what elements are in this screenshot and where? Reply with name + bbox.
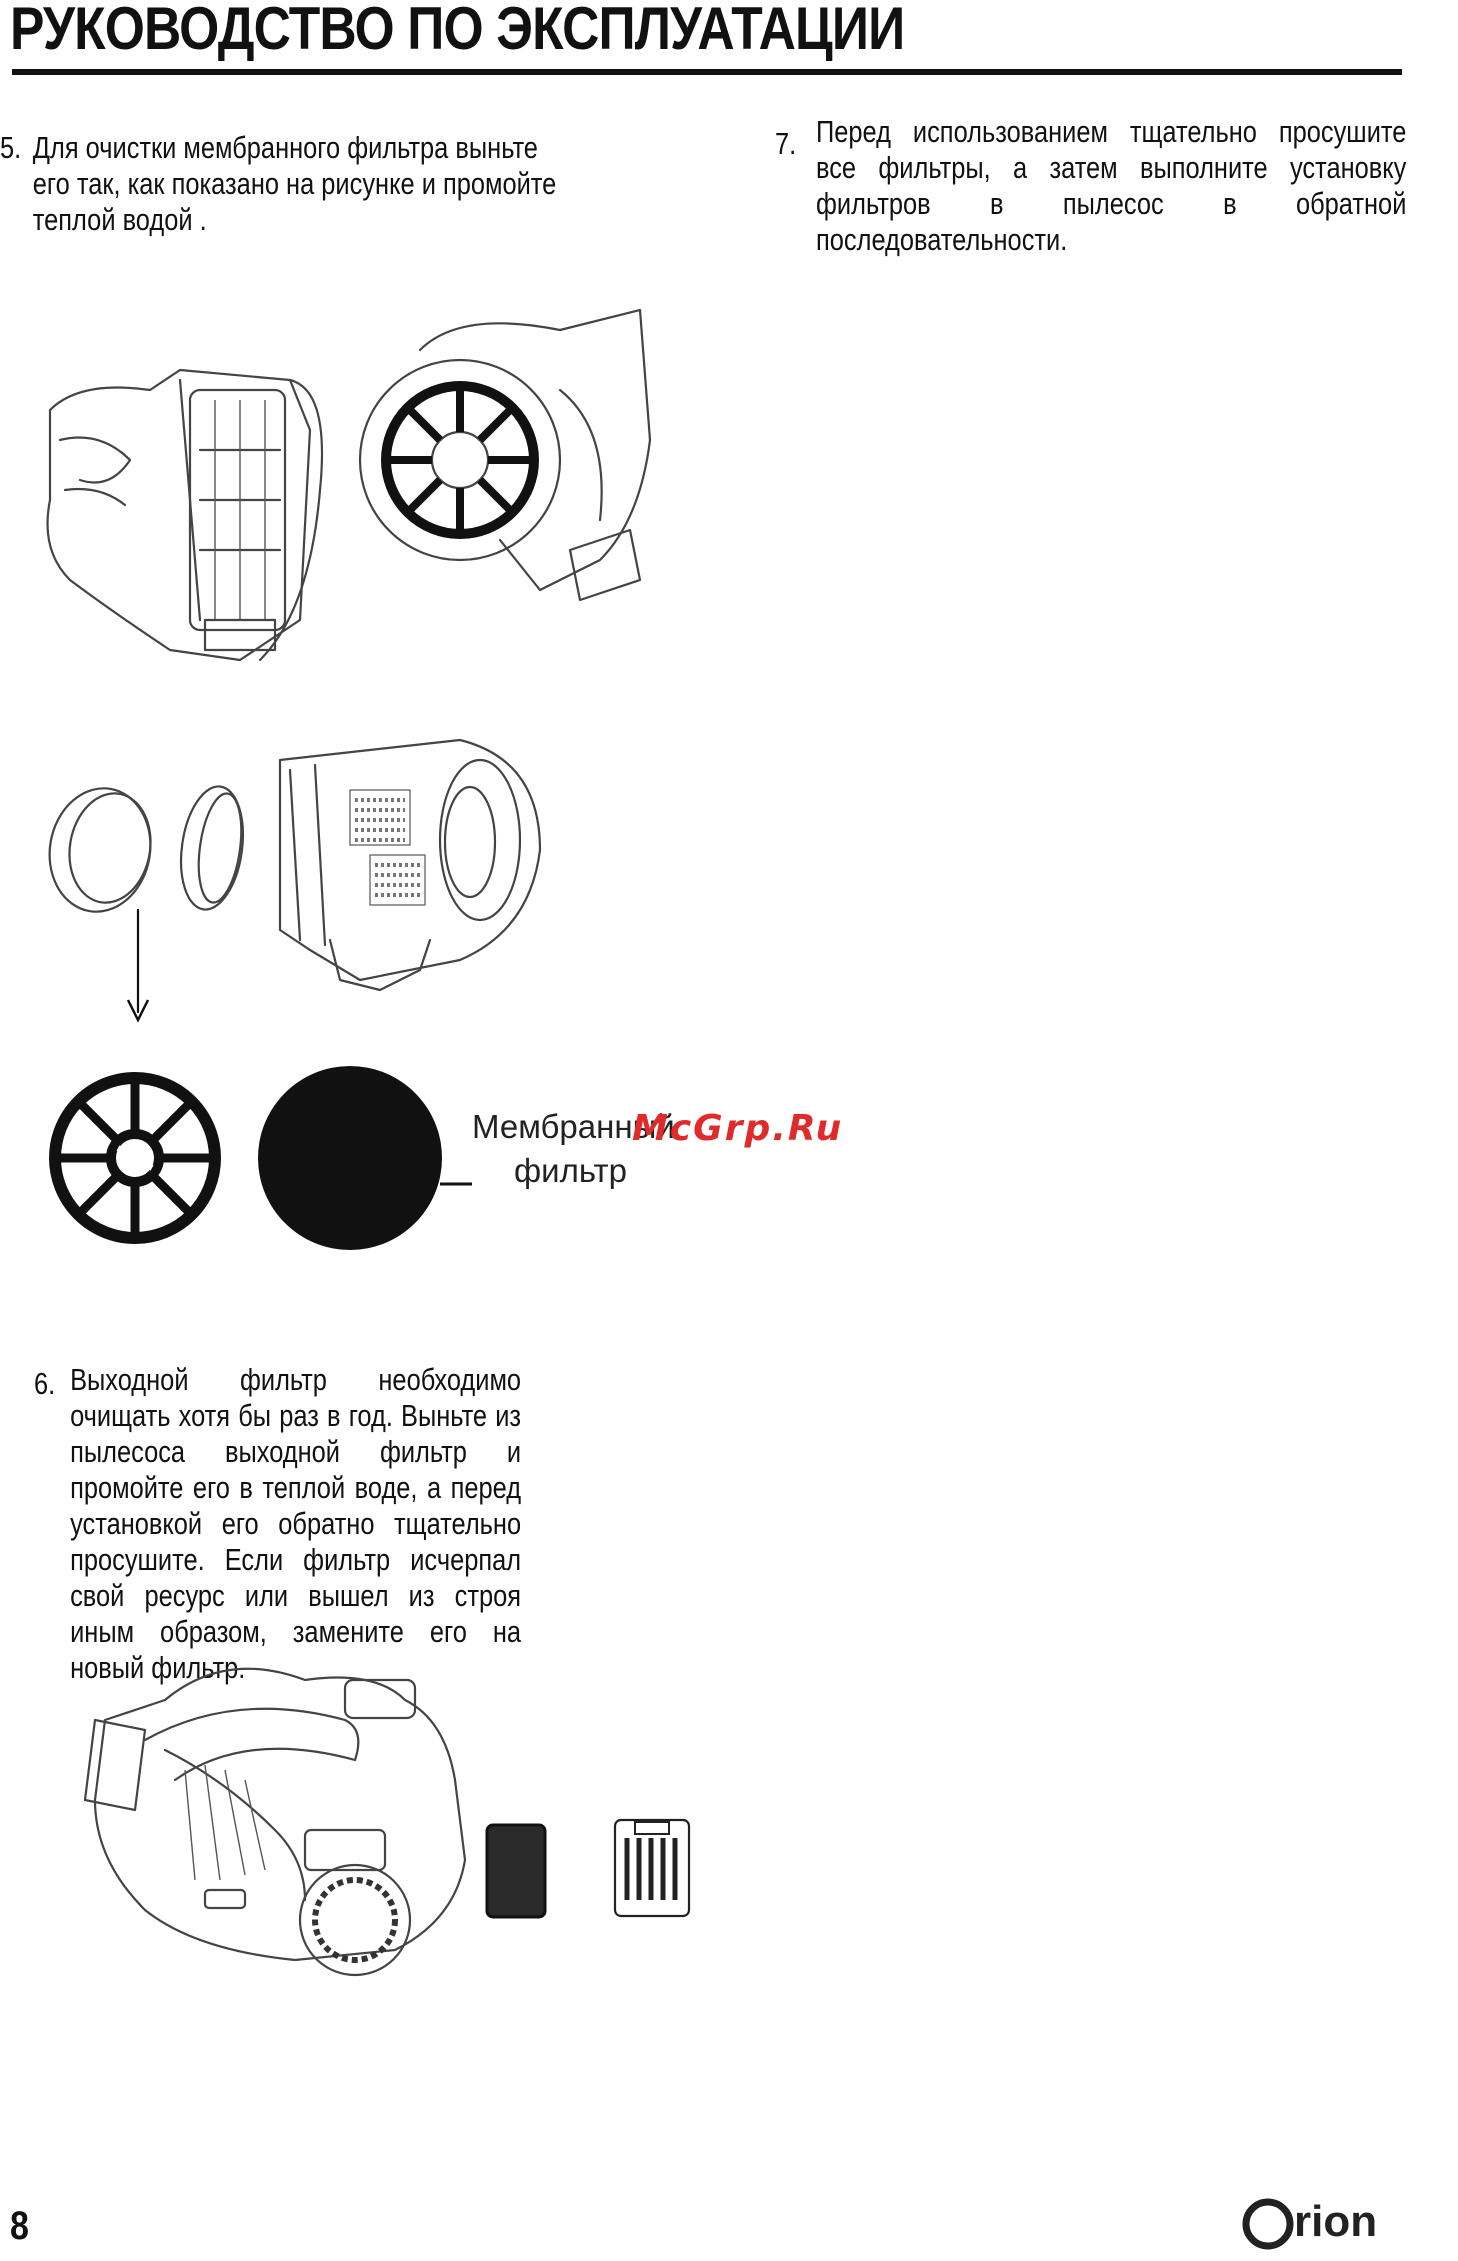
watermark: McGrp.Ru (632, 1108, 844, 1149)
step-7 (775, 114, 1455, 264)
filter-frame (55, 1078, 215, 1238)
outlet-sponge-filter (487, 1825, 545, 1917)
caption-line-1: Мембранный (472, 1108, 675, 1145)
step-6-number: 6. (34, 1366, 56, 1401)
filter-parts-illustration (40, 730, 560, 1030)
step-6-text: Выходной фильтр необходимо очищать хотя бы раз в год. Выньте из пылесоса выходной фильтр и промойте его в теплой воде, а перед установкой его обратно тщательно просушите. Если фильтр исчерпал свой ресурс или вышел из строя иным образом, замените его на новый фильтр. (70, 1362, 522, 1685)
vacuum-outlet-filter-illustration (75, 1660, 715, 1970)
membrane-disc (258, 1066, 442, 1250)
caption-line-2: фильтр (514, 1152, 627, 1189)
header-divider (12, 69, 1402, 75)
step-5-text: Для очистки мембранного фильтра выньте его так, как показано на рисунке и промойте теплой водой . (32, 130, 557, 237)
svg-text:rion: rion (1294, 2197, 1378, 2246)
filter-removal-illustration (40, 290, 680, 670)
step-7-number: 7. (775, 126, 797, 161)
brand-logo (1238, 2188, 1408, 2252)
page-number: 8 (10, 2204, 29, 2248)
outlet-filter-grille (615, 1820, 689, 1916)
step-6 (34, 1362, 714, 1685)
membrane-filter-illustration (40, 1060, 860, 1260)
page-title: РУКОВОДСТВО ПО ЭКСПЛУАТАЦИИ (10, 0, 905, 62)
step-7-text: Перед использованием тщательно просушите все фильтры, а затем выполните установку фильтров в пылесос в обратной последовательности. (816, 114, 1407, 257)
step-5 (0, 130, 700, 250)
step-5-number: 5. (0, 130, 22, 165)
